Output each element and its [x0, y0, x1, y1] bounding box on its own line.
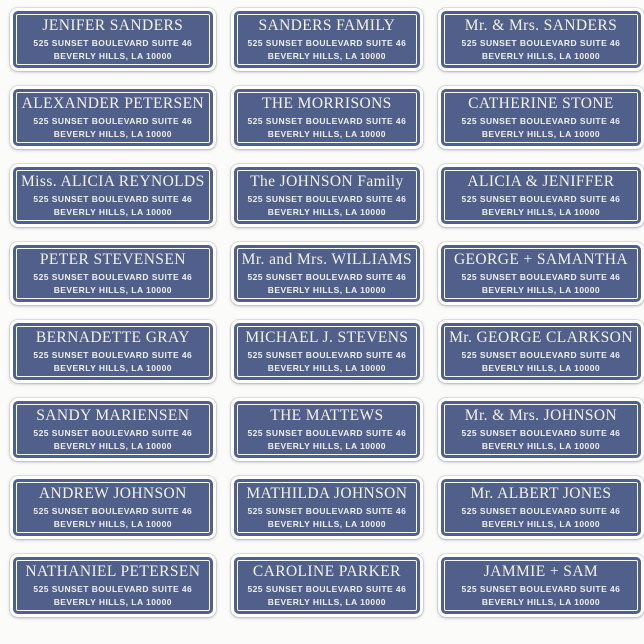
address-label-sticker	[438, 8, 644, 71]
label-address	[462, 505, 621, 530]
label-address-line1: 525 SUNSET BOULEVARD SUITE 46	[461, 428, 621, 439]
label-recipient-name: Miss. ALICIA REYNOLDS	[21, 173, 205, 191]
address-label-sticker	[10, 86, 216, 149]
label-address	[247, 193, 406, 218]
label-recipient-name: MICHAEL J. STEVENS	[245, 329, 409, 347]
label-address-line1: 525 SUNSET BOULEVARD SUITE 46	[247, 584, 407, 595]
address-label-sticker	[10, 320, 216, 383]
label-border-frame	[444, 14, 638, 65]
label-recipient-name: GEORGE + SAMANTHA	[453, 251, 628, 269]
label-address	[462, 427, 621, 452]
label-border-frame	[237, 170, 417, 221]
label-border-frame	[16, 560, 210, 611]
label-background	[13, 557, 213, 614]
label-recipient-name: Mr. ALBERT JONES	[470, 485, 612, 503]
label-address	[247, 505, 406, 530]
address-label-sticker	[231, 8, 423, 71]
address-label-sticker	[438, 476, 644, 539]
label-recipient-name: NATHANIEL PETERSEN	[25, 563, 201, 581]
label-address-line1: 525 SUNSET BOULEVARD SUITE 46	[461, 350, 621, 361]
label-address-line2: BEVERLY HILLS, LA 10000	[53, 50, 172, 61]
label-address	[33, 37, 192, 62]
label-background	[234, 167, 420, 224]
label-address-line2: BEVERLY HILLS, LA 10000	[53, 128, 172, 139]
labels-grid	[10, 8, 634, 617]
label-address	[247, 37, 406, 62]
address-label-sticker	[10, 8, 216, 71]
label-border-frame	[237, 404, 417, 455]
label-address-line1: 525 SUNSET BOULEVARD SUITE 46	[247, 506, 407, 517]
label-address-line2: BEVERLY HILLS, LA 10000	[53, 206, 172, 217]
label-background	[234, 89, 420, 146]
address-label-sticker	[438, 398, 644, 461]
address-label-sticker	[231, 242, 423, 305]
label-address	[247, 349, 406, 374]
label-address-line2: BEVERLY HILLS, LA 10000	[481, 362, 601, 373]
label-background	[441, 11, 641, 68]
label-recipient-name: The JOHNSON Family	[250, 173, 404, 191]
label-address-line1: 525 SUNSET BOULEVARD SUITE 46	[33, 584, 193, 595]
label-background	[13, 245, 213, 302]
label-address	[33, 505, 192, 530]
label-recipient-name: Mr. GEORGE CLARKSON	[449, 329, 633, 347]
label-address-line1: 525 SUNSET BOULEVARD SUITE 46	[461, 116, 621, 127]
label-border-frame	[237, 326, 417, 377]
label-recipient-name: THE MATTEWS	[270, 407, 384, 425]
label-address-line2: BEVERLY HILLS, LA 10000	[267, 596, 386, 607]
label-address	[33, 193, 192, 218]
label-address	[33, 349, 192, 374]
label-address	[462, 193, 621, 218]
label-address-line2: BEVERLY HILLS, LA 10000	[481, 440, 601, 451]
label-border-frame	[444, 404, 638, 455]
label-background	[441, 557, 641, 614]
label-address-line2: BEVERLY HILLS, LA 10000	[53, 518, 172, 529]
label-address-line2: BEVERLY HILLS, LA 10000	[481, 518, 601, 529]
label-border-frame	[237, 14, 417, 65]
label-address	[33, 271, 192, 296]
label-recipient-name: CATHERINE STONE	[468, 95, 614, 113]
label-background	[13, 479, 213, 536]
label-address-line2: BEVERLY HILLS, LA 10000	[267, 440, 386, 451]
address-label-sticker	[438, 164, 644, 227]
label-recipient-name: Mr. & Mrs. SANDERS	[464, 17, 618, 35]
label-address-line1: 525 SUNSET BOULEVARD SUITE 46	[461, 194, 621, 205]
address-label-sticker	[10, 554, 216, 617]
label-border-frame	[237, 482, 417, 533]
label-recipient-name: SANDERS FAMILY	[258, 17, 396, 35]
label-address-line2: BEVERLY HILLS, LA 10000	[481, 50, 601, 61]
label-address-line1: 525 SUNSET BOULEVARD SUITE 46	[461, 506, 621, 517]
label-address-line1: 525 SUNSET BOULEVARD SUITE 46	[247, 428, 407, 439]
label-address-line2: BEVERLY HILLS, LA 10000	[267, 362, 386, 373]
label-address-line2: BEVERLY HILLS, LA 10000	[267, 518, 386, 529]
label-border-frame	[444, 248, 638, 299]
address-label-sticker	[10, 242, 216, 305]
label-background	[13, 11, 213, 68]
label-address-line1: 525 SUNSET BOULEVARD SUITE 46	[461, 38, 621, 49]
label-background	[13, 167, 213, 224]
label-border-frame	[444, 92, 638, 143]
address-label-sticker	[231, 86, 423, 149]
label-address-line1: 525 SUNSET BOULEVARD SUITE 46	[33, 116, 193, 127]
address-label-sticker	[231, 476, 423, 539]
address-label-sticker	[438, 320, 644, 383]
label-background	[13, 401, 213, 458]
label-background	[441, 245, 641, 302]
label-border-frame	[444, 326, 638, 377]
address-label-sticker	[231, 398, 423, 461]
label-border-frame	[16, 404, 210, 455]
label-address	[247, 271, 406, 296]
label-address-line1: 525 SUNSET BOULEVARD SUITE 46	[247, 116, 407, 127]
label-background	[234, 557, 420, 614]
label-background	[234, 323, 420, 380]
label-background	[441, 89, 641, 146]
label-address-line1: 525 SUNSET BOULEVARD SUITE 46	[247, 38, 407, 49]
label-address-line1: 525 SUNSET BOULEVARD SUITE 46	[461, 584, 621, 595]
address-label-sticker	[438, 242, 644, 305]
label-border-frame	[444, 482, 638, 533]
label-address-line1: 525 SUNSET BOULEVARD SUITE 46	[461, 272, 621, 283]
label-address	[33, 427, 192, 452]
label-background	[13, 323, 213, 380]
label-address-line1: 525 SUNSET BOULEVARD SUITE 46	[33, 272, 193, 283]
label-border-frame	[16, 92, 210, 143]
label-address-line2: BEVERLY HILLS, LA 10000	[267, 50, 386, 61]
label-border-frame	[237, 92, 417, 143]
address-label-sticker	[10, 398, 216, 461]
label-background	[441, 401, 641, 458]
label-recipient-name: SANDY MARIENSEN	[36, 407, 190, 425]
address-label-sticker	[231, 554, 423, 617]
label-background	[441, 167, 641, 224]
label-recipient-name: ANDREW JOHNSON	[38, 485, 187, 503]
label-address	[462, 37, 621, 62]
label-background	[234, 11, 420, 68]
label-recipient-name: JAMMIE + SAM	[483, 563, 599, 581]
label-address-line1: 525 SUNSET BOULEVARD SUITE 46	[247, 272, 407, 283]
label-address	[33, 115, 192, 140]
label-border-frame	[16, 14, 210, 65]
label-address-line1: 525 SUNSET BOULEVARD SUITE 46	[33, 428, 193, 439]
label-address-line2: BEVERLY HILLS, LA 10000	[267, 206, 386, 217]
label-border-frame	[237, 248, 417, 299]
label-border-frame	[16, 170, 210, 221]
label-address-line2: BEVERLY HILLS, LA 10000	[481, 206, 601, 217]
label-address	[462, 271, 621, 296]
label-address	[247, 115, 406, 140]
label-border-frame	[16, 248, 210, 299]
label-address-line2: BEVERLY HILLS, LA 10000	[267, 284, 386, 295]
label-background	[13, 89, 213, 146]
label-address	[462, 115, 621, 140]
label-address	[247, 583, 406, 608]
address-label-sticker	[438, 554, 644, 617]
label-address-line2: BEVERLY HILLS, LA 10000	[481, 596, 601, 607]
label-recipient-name: PETER STEVENSEN	[39, 251, 186, 269]
label-background	[234, 245, 420, 302]
label-address-line2: BEVERLY HILLS, LA 10000	[53, 284, 172, 295]
label-address-line1: 525 SUNSET BOULEVARD SUITE 46	[33, 350, 193, 361]
label-address-line1: 525 SUNSET BOULEVARD SUITE 46	[33, 38, 193, 49]
label-address-line2: BEVERLY HILLS, LA 10000	[481, 284, 601, 295]
label-recipient-name: JENIFER SANDERS	[42, 17, 184, 35]
label-address-line1: 525 SUNSET BOULEVARD SUITE 46	[247, 194, 407, 205]
label-address	[247, 427, 406, 452]
label-border-frame	[16, 482, 210, 533]
label-address-line2: BEVERLY HILLS, LA 10000	[481, 128, 601, 139]
label-border-frame	[444, 560, 638, 611]
label-recipient-name: ALICIA & JENIFFER	[467, 173, 615, 191]
label-address	[462, 349, 621, 374]
label-recipient-name: Mr. & Mrs. JOHNSON	[464, 407, 618, 425]
label-address-line1: 525 SUNSET BOULEVARD SUITE 46	[33, 506, 193, 517]
label-recipient-name: ALEXANDER PETERSEN	[21, 95, 205, 113]
label-address-line1: 525 SUNSET BOULEVARD SUITE 46	[33, 194, 193, 205]
address-label-sticker	[10, 164, 216, 227]
label-address-line2: BEVERLY HILLS, LA 10000	[267, 128, 386, 139]
address-label-sticker	[438, 86, 644, 149]
address-label-sticker	[231, 320, 423, 383]
label-border-frame	[237, 560, 417, 611]
label-address-line2: BEVERLY HILLS, LA 10000	[53, 440, 172, 451]
label-background	[441, 479, 641, 536]
label-border-frame	[16, 326, 210, 377]
label-recipient-name: Mr. and Mrs. WILLIAMS	[241, 251, 413, 269]
label-address-line2: BEVERLY HILLS, LA 10000	[53, 362, 172, 373]
label-border-frame	[444, 170, 638, 221]
label-recipient-name: THE MORRISONS	[262, 95, 392, 113]
label-address	[33, 583, 192, 608]
address-label-sticker	[231, 164, 423, 227]
label-address	[462, 583, 621, 608]
label-address-line2: BEVERLY HILLS, LA 10000	[53, 596, 172, 607]
label-recipient-name: MATHILDA JOHNSON	[246, 485, 408, 503]
label-background	[234, 401, 420, 458]
label-address-line1: 525 SUNSET BOULEVARD SUITE 46	[247, 350, 407, 361]
label-background	[234, 479, 420, 536]
label-recipient-name: CAROLINE PARKER	[252, 563, 401, 581]
address-label-sticker	[10, 476, 216, 539]
label-recipient-name: BERNADETTE GRAY	[35, 329, 190, 347]
label-background	[441, 323, 641, 380]
